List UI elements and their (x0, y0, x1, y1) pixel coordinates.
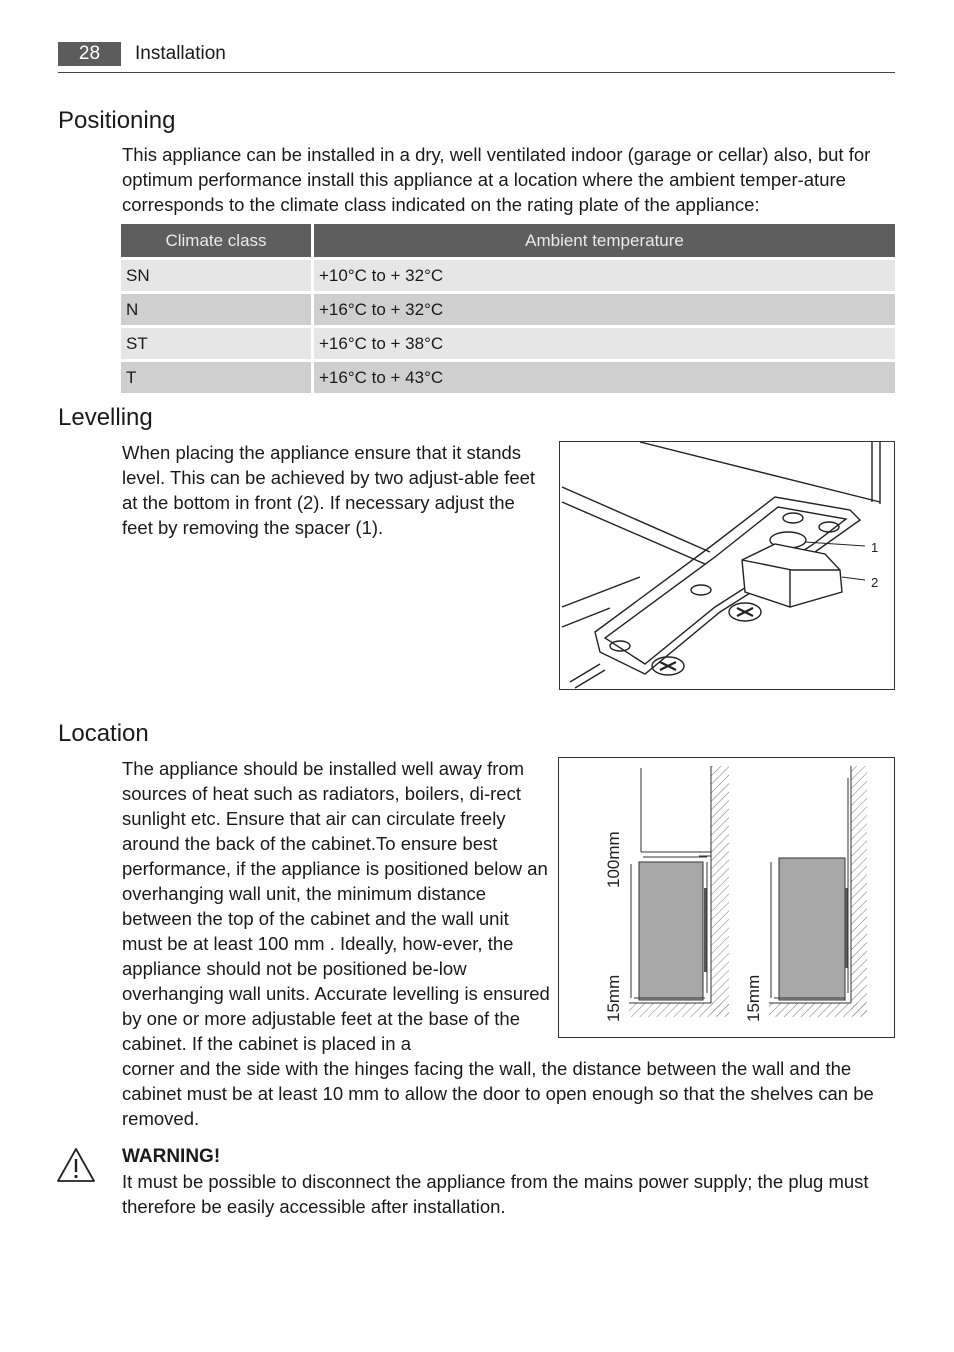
location-text-wrapped: The appliance should be installed well away from sources of heat such as radiators, boilers, di-rect sunlight etc. Ensure that air can circulate freely around the back of the cabinet.To ensure best performance, if the appliance is positioned below an overhanging wall unit, the minimum distance between the top of the cabinet and the wall unit must be at least 100 mm . Ideally, how-ever, the appliance should not be positioned be-low overhanging wall units. Accurate levelling is ensured by one or more adjustable feet at the base of the cabinet. If the cabinet is placed in a (122, 758, 550, 1054)
table-header-ambient-temperature: Ambient temperature (314, 224, 895, 257)
label-bottom-gap-right: 15mm (744, 974, 763, 1022)
adjustable-feet-drawing (560, 442, 894, 689)
table-cell: T (121, 362, 314, 393)
section-title: Installation (135, 43, 226, 64)
table-cell: ST (121, 328, 314, 359)
page-number: 28 (58, 42, 121, 66)
warning-title: WARNING! (122, 1146, 221, 1167)
levelling-heading: Levelling (58, 404, 153, 431)
location-heading: Location (58, 720, 149, 747)
climate-class-table (121, 221, 895, 396)
label-top-gap: 100mm (604, 831, 623, 888)
table-header-row (121, 224, 895, 257)
table-row (121, 328, 895, 359)
table-row (121, 260, 895, 291)
clearance-drawing (559, 758, 894, 1037)
warning-text: It must be possible to disconnect the appliance from the mains power supply; the plug must therefore be easily accessible after installation. (122, 1171, 869, 1217)
table-cell: N (121, 294, 314, 325)
location-clearance-illustration (558, 757, 895, 1038)
levelling-feet-illustration (559, 441, 895, 690)
levelling-text: When placing the appliance ensure that it stands level. This can be achieved by two adjust-able feet at the bottom in front (2). If necessary adjust the feet by removing the spacer (1). (122, 442, 536, 538)
table-cell: +16°C to + 32°C (314, 294, 895, 325)
table-cell: +10°C to + 32°C (314, 260, 895, 291)
positioning-text: This appliance can be installed in a dry, well ventilated indoor (garage or cellar) also, but for optimum performance install this appliance at a location where the ambient temper-ature corresponds to the climate class indicated on the rating plate of the appliance: (122, 144, 871, 215)
location-text-continued: corner and the side with the hinges facing the wall, the distance between the wall and the cabinet must be at least 10 mm to allow the door to open enough so that the shelves can be removed. (122, 1058, 874, 1129)
label-bottom-gap-left: 15mm (604, 974, 623, 1022)
table-cell: SN (121, 260, 314, 291)
warning-icon (56, 1147, 96, 1183)
label-foot: 2 (871, 575, 879, 590)
table-header-climate-class: Climate class (121, 224, 314, 257)
table-row (121, 362, 895, 393)
table-row (121, 294, 895, 325)
label-spacer: 1 (871, 540, 879, 555)
positioning-heading: Positioning (58, 107, 176, 134)
page-header (58, 40, 895, 73)
table-cell: +16°C to + 38°C (314, 328, 895, 359)
table-cell: +16°C to + 43°C (314, 362, 895, 393)
